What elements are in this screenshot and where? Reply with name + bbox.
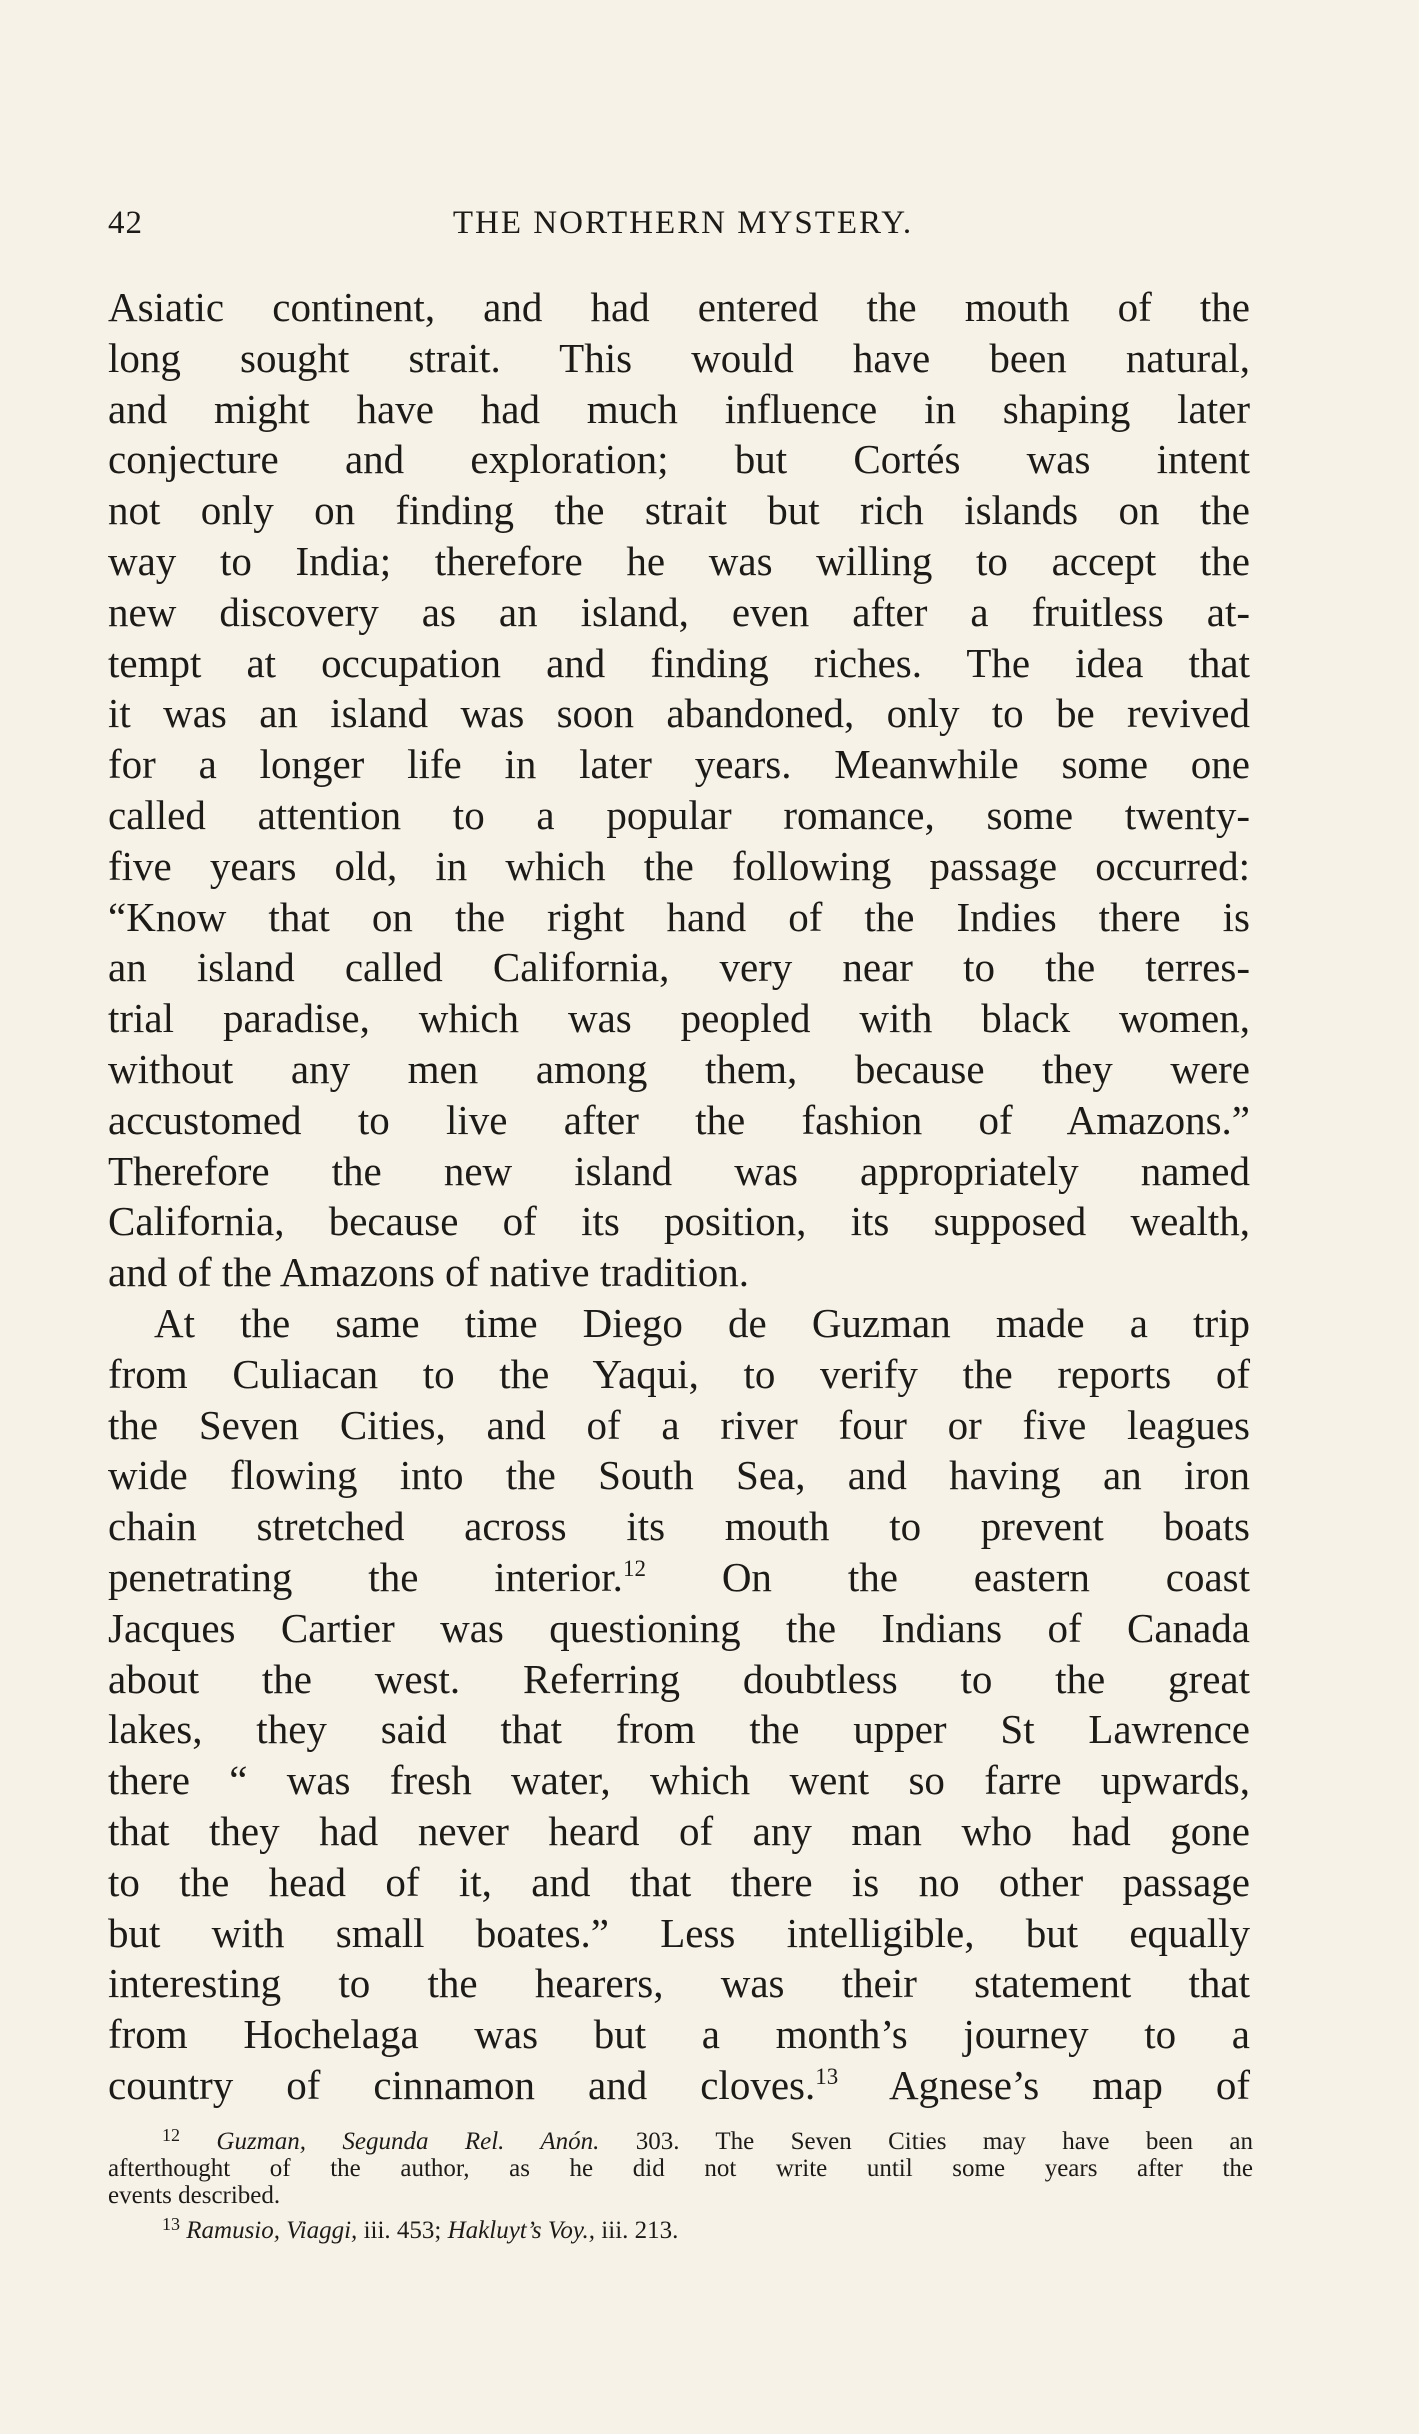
text-line: it was an island was soon abandoned, only to be revived [108,690,1250,737]
text-line: “Know that on the right hand of the Indies there is [108,893,1250,940]
text-line: and of the Amazons of native tradition. [108,1249,750,1296]
text-line: new discovery as an island, even after a fruitless at- [108,588,1250,635]
footnote-12-line: events described. [108,2182,281,2209]
body-text [108,282,1250,2111]
text-segment: country of cinnamon and cloves. [108,2061,816,2108]
text-line: five years old, in which the following passage occurred: [108,842,1250,889]
text-line: the Seven Cities, and of a river four or five leagues [108,1401,1250,1448]
text-segment: On the eastern coast [721,1553,1250,1600]
footnote-text: iii. 213. [595,2217,679,2244]
text-line: wide flowing into the South Sea, and having an iron [108,1452,1250,1499]
text-line: but with small boates.” Less intelligible, but equally [108,1909,1250,1956]
text-line: long sought strait. This would have been natural, [108,334,1250,381]
text-line: from Culiacan to the Yaqui, to verify the reports of [108,1350,1250,1397]
running-head: THE NORTHERN MYSTERY. [452,205,914,241]
text-line: Therefore the new island was appropriately named [108,1147,1250,1194]
text-line-with-note [108,2060,1250,2111]
text-line: accustomed to live after the fashion of Amazons.” [108,1096,1250,1143]
text-line: trial paradise, which was peopled with black women, [108,995,1250,1042]
text-segment: penetrating the interior. [108,1553,623,1600]
footnote-ref-13: 13 [815,2063,839,2089]
text-line: about the west. Referring doubtless to the great [108,1655,1250,1702]
text-line: not only on finding the strait but rich islands on the [108,487,1250,534]
footnote-source: Hakluyt’s Voy., [447,2217,596,2244]
footnote-ref-12: 12 [622,1555,646,1581]
text-line: that they had never heard of any man who had gone [108,1807,1250,1854]
text-line: to the head of it, and that there is no other passage [108,1858,1250,1905]
text-line: for a longer life in later years. Meanwhile some one [108,741,1250,788]
text-line: without any men among them, because they were [108,1045,1250,1092]
text-line: called attention to a popular romance, some twenty- [108,791,1250,838]
text-line: California, because of its position, its supposed wealth, [108,1198,1250,1245]
text-line: tempt at occupation and finding riches. The idea that [108,639,1250,686]
text-line: chain stretched across its mouth to prevent boats [108,1503,1250,1550]
footnote-12-line: afterthought of the author, as he did not write until some years after the [108,2155,1253,2182]
text-line: lakes, they said that from the upper St Lawrence [108,1706,1250,1753]
footnote-source: Ramusio, Viaggi, [186,2217,358,2244]
text-line: Asiatic continent, and had entered the mouth of the [108,284,1250,330]
footnote-gap [108,2209,1253,2217]
footnote-text: iii. 453; [357,2217,448,2244]
text-line: and might have had much influence in shaping later [108,385,1250,432]
page-number: 42 [108,205,143,241]
footnote-13-line [108,2214,1253,2244]
text-line: from Hochelaga was but a month’s journey to a [108,2011,1250,2058]
footnotes [108,2125,1253,2244]
footnote-12-line [108,2125,1253,2155]
footnote-text: 303. The Seven Cities may have been an [599,2128,1253,2155]
text-line: there “ was fresh water, which went so farre upwards, [108,1757,1250,1804]
footnote-marker: 13 [162,2214,180,2234]
text-line: Jacques Cartier was questioning the Indians of Canada [108,1604,1250,1651]
page-header [108,205,1258,255]
text-line: interesting to the hearers, was their statement that [108,1960,1250,2007]
footnote-source: Guzman, Segunda Rel. Anón. [216,2128,600,2155]
text-line: an island called California, very near to the terres- [108,944,1250,991]
text-line-with-note [108,1552,1250,1603]
paragraph-start-line: At the same time Diego de Guzman made a trip [154,1299,1250,1346]
text-line: conjecture and exploration; but Cortés was intent [108,436,1250,483]
text-line: way to India; therefore he was willing to accept the [108,537,1250,584]
footnote-marker: 12 [162,2125,180,2145]
text-segment: Agnese’s map of [888,2061,1250,2108]
